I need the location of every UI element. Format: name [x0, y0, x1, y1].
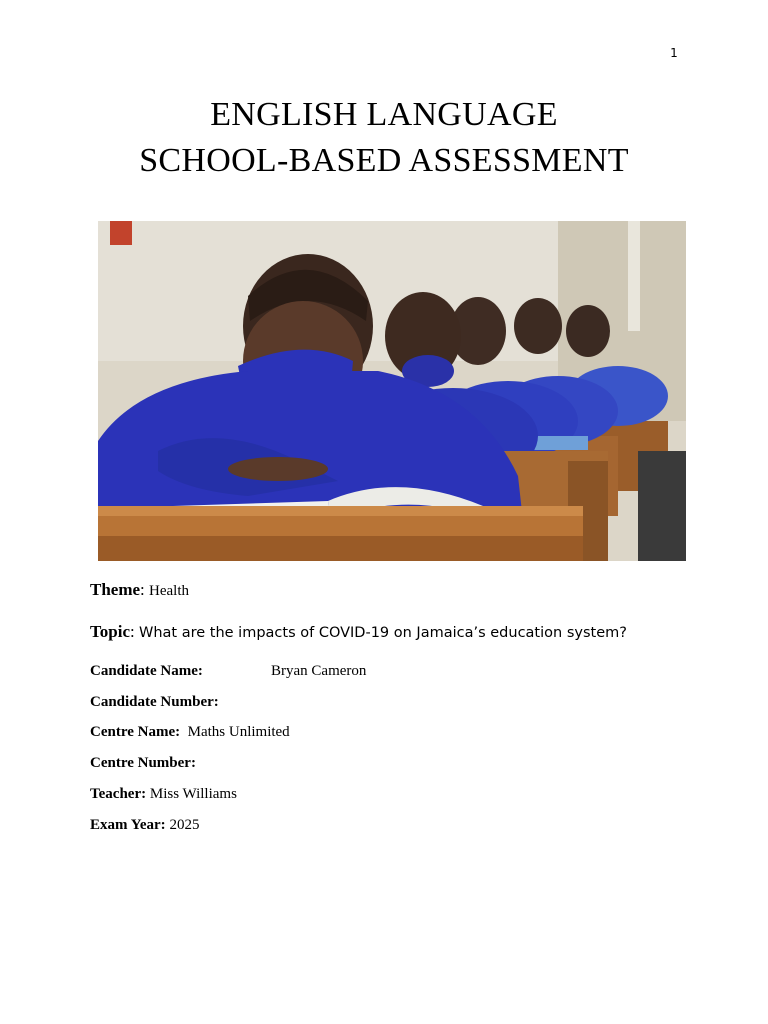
exam-year-field	[90, 817, 199, 834]
centre-name-field	[90, 724, 290, 741]
topic-line: Topic: What are the impacts of COVID-19 on Jamaica’s education system?	[90, 622, 627, 641]
candidate-number-label: Candidate Number:	[90, 694, 219, 710]
exam-year-value: 2025	[169, 817, 200, 833]
centre-name-value: Maths Unlimited	[187, 724, 290, 740]
centre-number-label: Centre Number:	[90, 755, 196, 771]
candidate-name-label: Candidate Name:	[90, 663, 203, 679]
centre-number-field	[90, 755, 196, 772]
theme-line: Theme: Health	[90, 580, 190, 599]
teacher-label: Teacher:	[90, 786, 147, 802]
teacher-field	[90, 786, 237, 803]
theme-label: Theme	[90, 580, 141, 599]
title-line-1: ENGLISH LANGUAGE	[210, 96, 558, 133]
teacher-value: Miss Williams	[149, 786, 237, 802]
candidate-name-field	[90, 663, 367, 680]
classroom-photo	[98, 221, 686, 561]
candidate-number-field	[90, 694, 219, 711]
candidate-name-value: Bryan Cameron	[271, 663, 367, 679]
topic-value: What are the impacts of COVID-19 on Jamaica’s education system?	[139, 625, 627, 641]
centre-name-label: Centre Name:	[90, 724, 181, 740]
topic-label: Topic	[90, 622, 131, 641]
title-line-2: SCHOOL-BASED ASSESSMENT	[139, 142, 629, 179]
page-number: 1	[670, 46, 678, 60]
exam-year-label: Exam Year:	[90, 817, 166, 833]
classroom-students-image	[98, 221, 686, 561]
theme-value: Health	[149, 583, 190, 599]
